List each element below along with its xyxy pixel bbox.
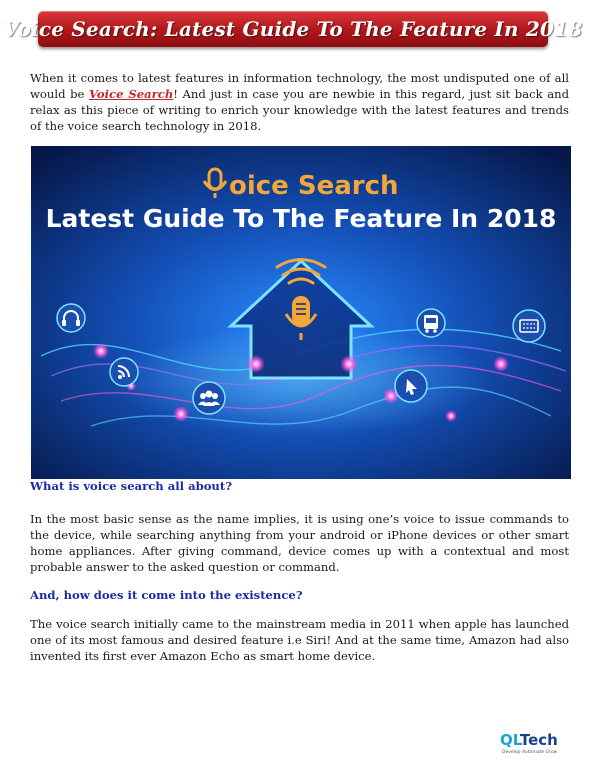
section-heading-what-is: What is voice search all about? xyxy=(30,479,233,493)
voice-search-title-group xyxy=(204,169,399,201)
hero-title-line1: oice Search xyxy=(229,171,399,201)
cursor-pointer-icon xyxy=(395,370,427,402)
logo-wordmark xyxy=(500,731,558,749)
hero-image xyxy=(31,146,571,479)
logo-mark-tech: Tech xyxy=(519,731,558,749)
hero-title-line2: Latest Guide To The Feature In 2018 xyxy=(45,204,557,233)
section-heading-existence: And, how does it come into the existence? xyxy=(30,588,303,602)
banner-title: Voice Search: Latest Guide To The Feature In 2018 xyxy=(3,17,583,41)
intro-text-start: When it comes to latest features in information technology, the most undisputed one of all would be xyxy=(30,71,569,101)
intro-paragraph xyxy=(30,70,569,134)
title-banner xyxy=(3,11,583,47)
bus-icon xyxy=(417,309,445,337)
logo-mark-ql: QL xyxy=(500,731,520,749)
keyboard-icon xyxy=(513,310,545,342)
qltech-logo xyxy=(500,731,580,761)
wifi-signal-icon xyxy=(110,358,138,386)
people-group-icon xyxy=(193,382,225,414)
intro-text-end: ! And just in case you are newbie in this regard, just sit back and relax as this piece of writing to enrich your knowledge with the latest features and trends of the voice search technology in 2018. xyxy=(30,87,570,133)
section-body-existence: The voice search initially came to the mainstream media in 2011 when apple has launched one of its most famous and desired feature i.e Siri! And at the same time, Amazon had also invented its first ever Amazon Echo as smart home device. xyxy=(30,617,569,663)
section-body-what-is: In the most basic sense as the name implies, it is using one’s voice to issue commands to the device, while searching anything from your android or iPhone devices or other smart home appliances. After giving command, device comes up with a contextual and most probable answer to the asked question or command. xyxy=(30,512,569,574)
voice-search-link[interactable]: Voice Search xyxy=(88,87,174,101)
logo-tagline: Develop Automate Grow xyxy=(502,750,558,755)
headphones-icon xyxy=(57,304,85,332)
